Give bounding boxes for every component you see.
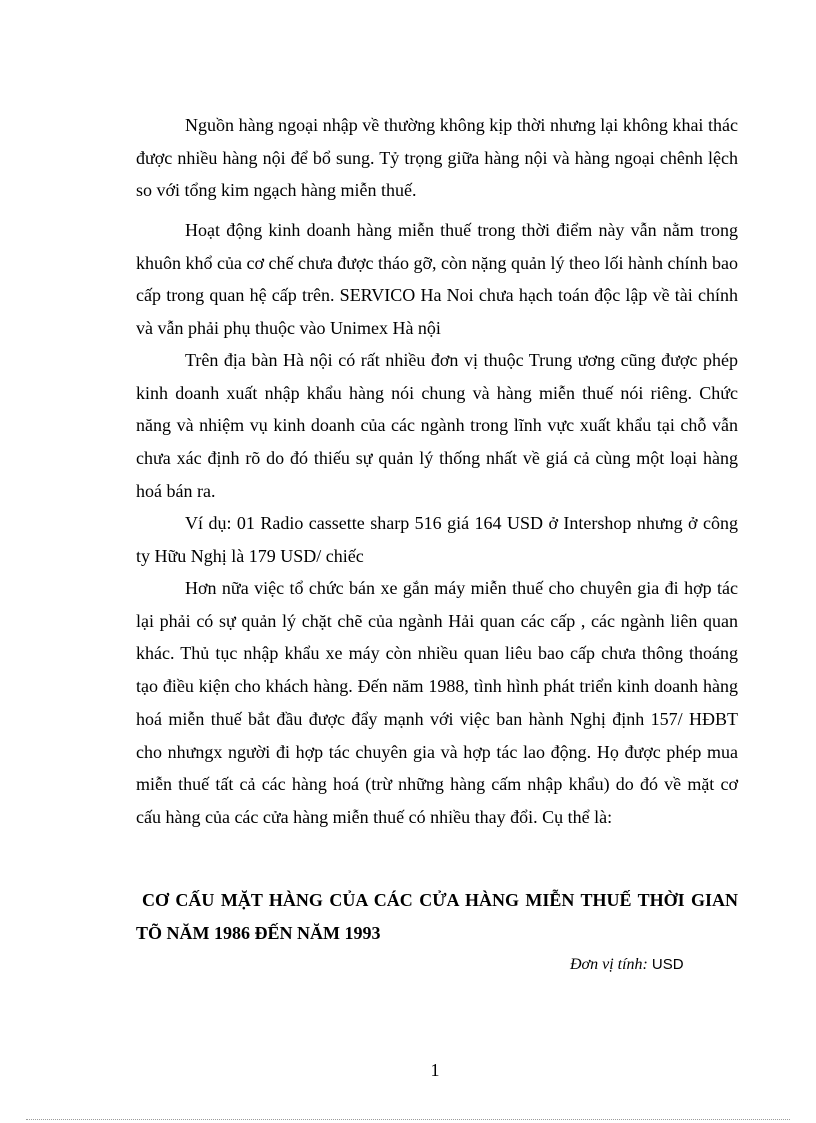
unit-label: Đơn vị tính:	[570, 956, 648, 973]
paragraph-example: Ví dụ: 01 Radio cassette sharp 516 giá 164 USD ở Intershop nhưng ở công ty Hữu Nghị là 179 USD/ chiếc	[136, 513, 738, 566]
paragraph-business-activity: Hoạt động kinh doanh hàng miễn thuế trong thời điểm này vẫn nằm trong khuôn khổ của cơ chế chưa được tháo gỡ, còn nặng quản lý theo lối hành chính bao cấp trong quan hệ cấp trên. SERVICO Ha Noi chưa hạch toán độc lập về tài chính và vẫn phải phụ thuộc vào Unimex Hà nội	[136, 220, 738, 339]
paragraph-motorbike-sales: Hơn nữa việc tổ chức bán xe gắn máy miễn thuế cho chuyên gia đi hợp tác lại phải có sự quản lý chặt chẽ của ngành Hải quan các cấp , các ngành liên quan khác. Thủ tục nhập khẩu xe máy còn nhiều quan liêu bao cấp chưa thông thoáng tạo điều kiện cho khách hàng. Đến năm 1988, tình hình phát triển kinh doanh hàng hoá miễn thuế bắt đầu được đẩy mạnh với việc ban hành Nghị định 157/ HĐBT cho nhưngx người đi hợp tác chuyên gia và hợp tác lao động. Họ được phép mua miễn thuế tất cả các hàng hoá (trừ những hàng cấm nhập khẩu) do đó về mặt cơ cấu hàng của các cửa hàng miễn thuế có nhiều thay đổi. Cụ thể là:	[136, 578, 738, 827]
table-heading: CƠ CẤU MẶT HÀNG CỦA CÁC CỬA HÀNG MIỄN THUẾ THỜI GIAN TÕ NĂM 1986 ĐẾN NĂM 1993	[136, 890, 738, 943]
page-number: 1	[430, 1060, 440, 1080]
paragraph-import-sources: Nguồn hàng ngoại nhập về thường không kịp thời nhưng lại không khai thác được nhiều hàng nội để bổ sung. Tỷ trọng giữa hàng nội và hàng ngoại chênh lệch so với tổng kim ngạch hàng miễn thuế.	[136, 115, 738, 201]
paragraph-hanoi-units: Trên địa bàn Hà nội có rất nhiều đơn vị thuộc Trung ương cũng được phép kinh doanh xuất nhập khẩu hàng nói chung và hàng miễn thuế nói riêng. Chức năng và nhiệm vụ kinh doanh của các ngành trong lĩnh vực xuất khẩu tại chỗ vẫn chưa xác định rõ do đó thiếu sự quản lý thống nhất về giá cả cùng một loại hàng hoá bán ra.	[136, 350, 738, 501]
footer-divider	[26, 1119, 790, 1120]
unit-value: USD	[651, 956, 684, 973]
unit-line	[570, 952, 684, 978]
